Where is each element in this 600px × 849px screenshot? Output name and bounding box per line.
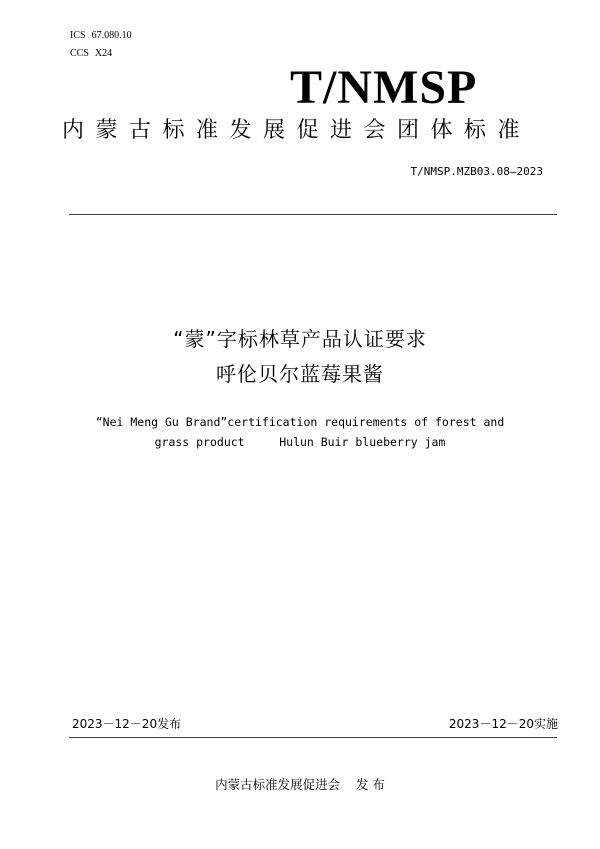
- publisher-line: 内蒙古标准发展促进会 发 布: [215, 777, 385, 792]
- ics-line: [70, 30, 132, 42]
- standard-logo: T/NMSP: [290, 61, 478, 114]
- english-title-line-2: grass product Hulun Buir blueberry jam: [154, 435, 446, 449]
- bottom-divider: [69, 737, 557, 738]
- ccs-code: X24: [94, 48, 113, 59]
- organization-title: 内蒙古标准发展促进会团体标准: [62, 118, 532, 143]
- classification-block: [70, 30, 132, 60]
- ics-code: 67.080.10: [91, 30, 132, 41]
- chinese-title-line-2: 呼伦贝尔蓝莓果酱: [216, 362, 384, 386]
- implementation-date: 2023－12－20实施: [448, 717, 558, 731]
- english-title-line-1: “Nei Meng Gu Brand”certification requirements of forest and: [95, 415, 505, 429]
- chinese-title-line-1: “蒙”字标林草产品认证要求: [173, 327, 427, 351]
- ccs-line: [70, 48, 132, 60]
- standard-number: T/NMSP.MZB03.08—2023: [410, 165, 543, 178]
- ccs-label: CCS: [70, 48, 89, 59]
- top-divider: [69, 214, 557, 215]
- issue-date: 2023－12－20发布: [72, 717, 182, 731]
- ics-label: ICS: [70, 30, 86, 41]
